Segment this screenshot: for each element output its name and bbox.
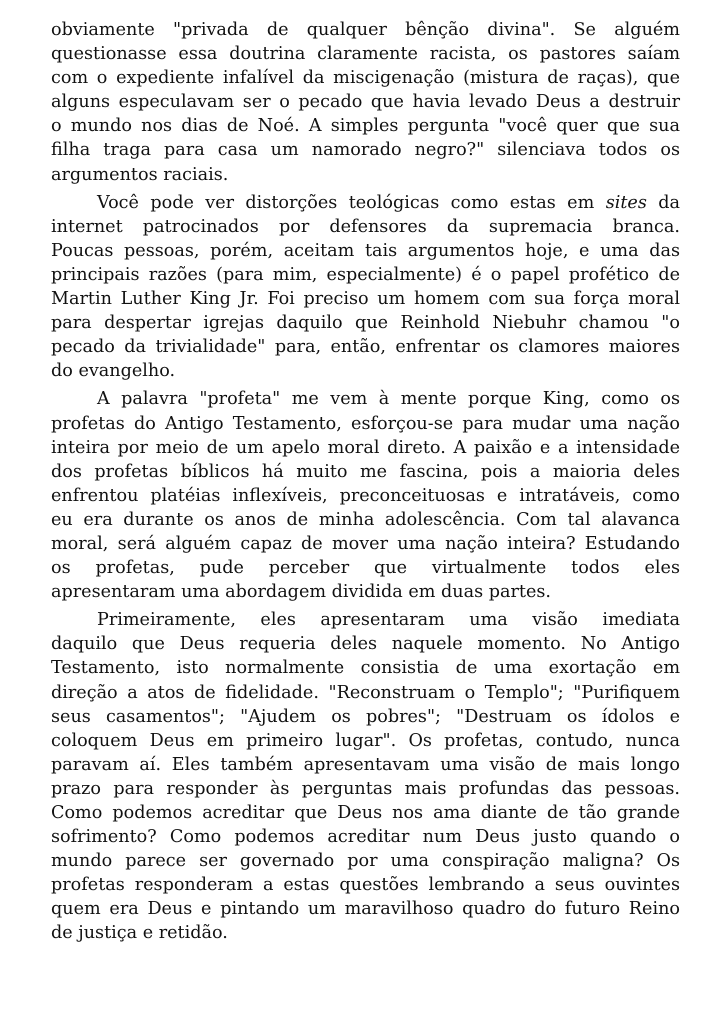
text-line: para despertar igrejas daquilo que Reinhold Niebuhr chamou "o <box>51 313 680 334</box>
text-line: os profetas, pude perceber que virtualmente todos eles <box>51 558 680 579</box>
text-line: inteira por meio de um apelo moral direto. A paixão e a intensidade <box>51 437 680 458</box>
text-line: questionasse essa doutrina claramente racista, os pastores saíam <box>51 44 680 65</box>
text-line: seus casamentos"; "Ajudem os pobres"; "Destruam os ídolos e <box>51 706 680 727</box>
text-line: pecado da trivialidade" para, então, enfrentar os clamores maiores <box>51 337 680 358</box>
text-line: Poucas pessoas, porém, aceitam tais argumentos hoje, e uma das <box>51 240 680 261</box>
text-line <box>51 191 680 215</box>
text-line: prazo para responder às perguntas mais profundas das pessoas. <box>51 778 680 799</box>
paragraph-2 <box>51 191 680 384</box>
text-line: principais razões (para mim, especialmente) é o papel profético de <box>51 264 680 285</box>
text-line: Martin Luther King Jr. Foi preciso um homem com sua força moral <box>51 289 680 310</box>
text-line: do evangelho. <box>51 361 176 382</box>
text-segment: da <box>658 192 681 213</box>
text-line: quem era Deus e pintando um maravilhoso quadro do futuro Reino <box>51 899 680 920</box>
text-line: mundo parece ser governado por uma conspiração maligna? Os <box>51 851 680 872</box>
text-line: internet patrocinados por defensores da supremacia branca. <box>51 216 680 237</box>
text-line: A palavra "profeta" me vem à mente porque King, como os <box>97 389 680 410</box>
text-line: apresentaram uma abordagem dividida em duas partes. <box>51 582 551 603</box>
text-line: alguns especulavam ser o pecado que havia levado Deus a destruir <box>51 92 680 113</box>
text-line: eu era durante os anos de minha adolescência. Com tal alavanca <box>51 509 680 530</box>
text-line: direção a atos de fidelidade. "Reconstruam o Templo"; "Purifiquem <box>51 682 680 703</box>
text-line: de justiça e retidão. <box>51 923 228 944</box>
italic-word: sites <box>605 192 647 213</box>
text-line: daquilo que Deus requeria deles naquele momento. No Antigo <box>51 634 680 655</box>
text-line: filha traga para casa um namorado negro?" silenciava todos os <box>51 140 680 161</box>
text-line: Testamento, isto normalmente consistia de uma exortação em <box>51 658 680 679</box>
text-line: paravam aí. Eles também apresentavam uma visão de mais longo <box>51 754 680 775</box>
paragraph-1 <box>51 18 680 187</box>
text-line: argumentos raciais. <box>51 164 229 185</box>
paragraph-4 <box>51 608 680 945</box>
text-line: o mundo nos dias de Noé. A simples pergunta "você quer que sua <box>51 116 680 137</box>
text-line: moral, será alguém capaz de mover uma nação inteira? Estudando <box>51 533 680 554</box>
text-line: obviamente "privada de qualquer bênção divina". Se alguém <box>51 20 680 40</box>
text-line: Como podemos acreditar que Deus nos ama diante de tão grande <box>51 803 680 823</box>
paragraph-3 <box>51 387 680 604</box>
text-line: com o expediente infalível da miscigenação (mistura de raças), que <box>51 68 680 89</box>
text-line: profetas do Antigo Testamento, esforçou-se para mudar uma nação <box>51 413 680 434</box>
text-line: dos profetas bíblicos há muito me fascina, pois a maioria deles <box>51 461 680 482</box>
text-line: Primeiramente, eles apresentaram uma visão imediata <box>97 610 680 631</box>
text-line: profetas responderam a estas questões lembrando a seus ouvintes <box>51 875 680 896</box>
text-line: enfrentou platéias inflexíveis, preconceituosas e intratáveis, como <box>51 485 680 506</box>
text-segment: Você pode ver distorções teológicas como estas em <box>97 192 595 213</box>
text-line: coloquem Deus em primeiro lugar". Os profetas, contudo, nunca <box>51 730 680 751</box>
text-line: sofrimento? Como podemos acreditar num Deus justo quando o <box>51 827 680 848</box>
